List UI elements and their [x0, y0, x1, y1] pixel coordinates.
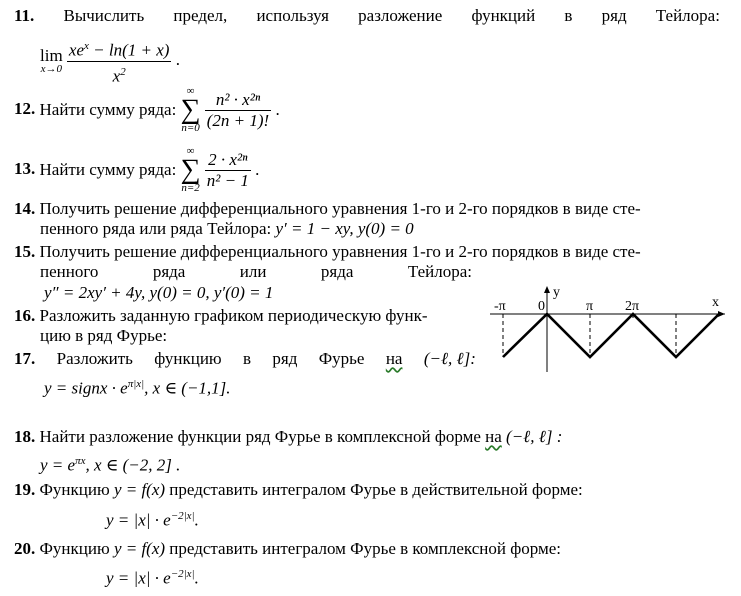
problem-text: Найти разложение функции ряд Фурье в комплексной форме	[39, 427, 481, 446]
problem-text: Разложить заданную графиком периодическую функ-	[39, 306, 428, 325]
limit-formula	[40, 36, 180, 86]
problem-12	[14, 86, 280, 134]
problem-number: 16.	[14, 306, 36, 325]
word: ряд	[601, 6, 627, 25]
lim-text: lim	[40, 46, 63, 66]
word: предел,	[173, 6, 228, 25]
exponent: πx	[75, 455, 86, 467]
problem-text: Получить решение дифференциального уравнения 1-го и 2-го порядков в виде сте-	[39, 199, 641, 218]
problem-text: Найти сумму ряда:	[39, 100, 177, 119]
problem-11	[14, 6, 720, 26]
problem-20	[14, 539, 561, 559]
tick-2pi: 2π	[625, 299, 640, 314]
problem-number: 20.	[14, 539, 36, 558]
problem-15-line2	[40, 262, 472, 282]
exponent: −2|x|	[170, 510, 195, 522]
exponent: π|x|	[127, 378, 145, 390]
numerator-part: xe	[68, 40, 85, 60]
problem-text: Найти сумму ряда:	[39, 160, 177, 179]
y-axis-label: y	[553, 285, 560, 300]
numerator: n² · x²ⁿ	[205, 90, 271, 111]
sum-lower: n=2	[181, 182, 200, 194]
exponent: x	[84, 40, 89, 52]
x-axis-arrow	[718, 311, 725, 317]
function-line	[503, 314, 719, 357]
problem-14	[14, 199, 641, 219]
sigma-icon: ∑	[180, 154, 201, 185]
word: Тейлора:	[655, 6, 720, 25]
denominator	[67, 62, 172, 87]
problem-text: цию в ряд Фурье:	[40, 326, 168, 345]
word: ряда	[320, 262, 354, 281]
equation-part: .	[194, 510, 199, 530]
word: ряда	[152, 262, 186, 281]
problem-text: Функцию	[39, 539, 110, 558]
problem-15	[14, 242, 641, 262]
problem-17	[14, 349, 476, 369]
word: функций	[471, 6, 536, 25]
word-na: на	[485, 427, 502, 446]
problem-15-equation: y″ = 2xy′ + 4y, y(0) = 0, y′(0) = 1	[44, 283, 274, 302]
period: .	[255, 160, 260, 179]
sum-upper: ∞	[186, 145, 195, 157]
word: пенного	[40, 262, 99, 281]
lim-subscript: x→0	[40, 63, 63, 76]
problem-number: 11.	[14, 6, 35, 25]
problem-text: Получить решение дифференциального уравнения 1-го и 2-го порядков в виде сте-	[39, 242, 641, 261]
sum-fraction	[205, 150, 251, 191]
equation-part: .	[194, 568, 199, 588]
function-notation: y = f(x)	[113, 539, 166, 558]
equation-part: , x ∈ (−2, 2] .	[85, 455, 181, 475]
equation-part: y = |x| · e	[106, 568, 171, 588]
equation-part: y = e	[40, 455, 76, 475]
tick-neg-pi: -π	[494, 299, 506, 314]
periodic-function-graph	[470, 280, 730, 375]
numerator	[67, 36, 172, 62]
equation: y′ = 1 − xy, y(0) = 0	[275, 219, 414, 238]
problem-number: 18.	[14, 427, 36, 446]
word: ряд	[272, 349, 298, 368]
function-notation: y = f(x)	[113, 480, 166, 499]
word: в	[243, 349, 252, 368]
numerator-part: − ln(1 + x)	[88, 40, 170, 60]
problem-text: пенного ряда или ряда Тейлора:	[40, 219, 272, 238]
sigma-icon: ∑	[180, 94, 201, 125]
problem-number: 14.	[14, 199, 36, 218]
problem-16-line2	[40, 326, 167, 346]
problem-number: 17.	[14, 349, 36, 368]
sum-operator	[181, 86, 201, 134]
y-axis-arrow	[544, 286, 550, 293]
exponent: −2|x|	[170, 568, 195, 580]
equation-part: y = |x| · e	[106, 510, 171, 530]
sum-fraction	[205, 90, 271, 131]
word: Разложить	[56, 349, 133, 368]
sum-lower: n=0	[181, 122, 200, 134]
problem-text: представить интегралом Фурье в действительной форме:	[169, 480, 583, 499]
problem-number: 12.	[14, 98, 36, 118]
problem-number: 15.	[14, 242, 36, 261]
interval: (−ℓ, ℓ] :	[506, 427, 563, 446]
word: Вычислить	[63, 6, 145, 25]
x-axis-label: x	[712, 295, 719, 310]
word: в	[564, 6, 573, 25]
problem-18	[14, 427, 562, 447]
problem-17-equation	[44, 378, 231, 399]
problem-18-equation	[40, 455, 180, 476]
problem-number: 19.	[14, 480, 36, 499]
denominator-part: x	[112, 66, 121, 86]
problem-text: представить интегралом Фурье в комплексной форме:	[169, 539, 561, 558]
problem-14-line2	[40, 219, 414, 239]
word-na: на	[385, 349, 403, 368]
problem-19	[14, 480, 583, 500]
equation-part: , x ∈ (−1,1].	[144, 378, 231, 398]
problem-text: Функцию	[39, 480, 110, 499]
tick-zero: 0	[538, 299, 545, 314]
word: разложение	[358, 6, 443, 25]
sum-operator	[181, 146, 201, 194]
period: .	[275, 100, 280, 119]
sum-upper: ∞	[186, 85, 195, 97]
problem-19-equation	[106, 510, 199, 531]
problem-11-line1	[14, 6, 720, 26]
denominator: (2n + 1)!	[206, 110, 270, 130]
problem-17-line1	[14, 349, 476, 369]
interval: (−ℓ, ℓ]:	[423, 349, 476, 368]
limit-fraction	[67, 36, 172, 86]
word: функцию	[154, 349, 222, 368]
word: или	[239, 262, 267, 281]
word: используя	[256, 6, 329, 25]
problem-13	[14, 146, 259, 194]
word: Тейлора:	[407, 262, 472, 281]
period: .	[175, 50, 180, 70]
limit-operator	[40, 47, 63, 75]
problem-number: 13.	[14, 158, 36, 178]
denominator: n² − 1	[206, 170, 249, 190]
problem-16	[14, 306, 428, 326]
problem-20-equation	[106, 568, 199, 589]
word: Фурье	[318, 349, 365, 368]
tick-pi: π	[586, 299, 594, 314]
exponent: 2	[120, 65, 126, 78]
equation-part: y = signx · e	[44, 378, 128, 398]
numerator: 2 · x²ⁿ	[205, 150, 251, 171]
